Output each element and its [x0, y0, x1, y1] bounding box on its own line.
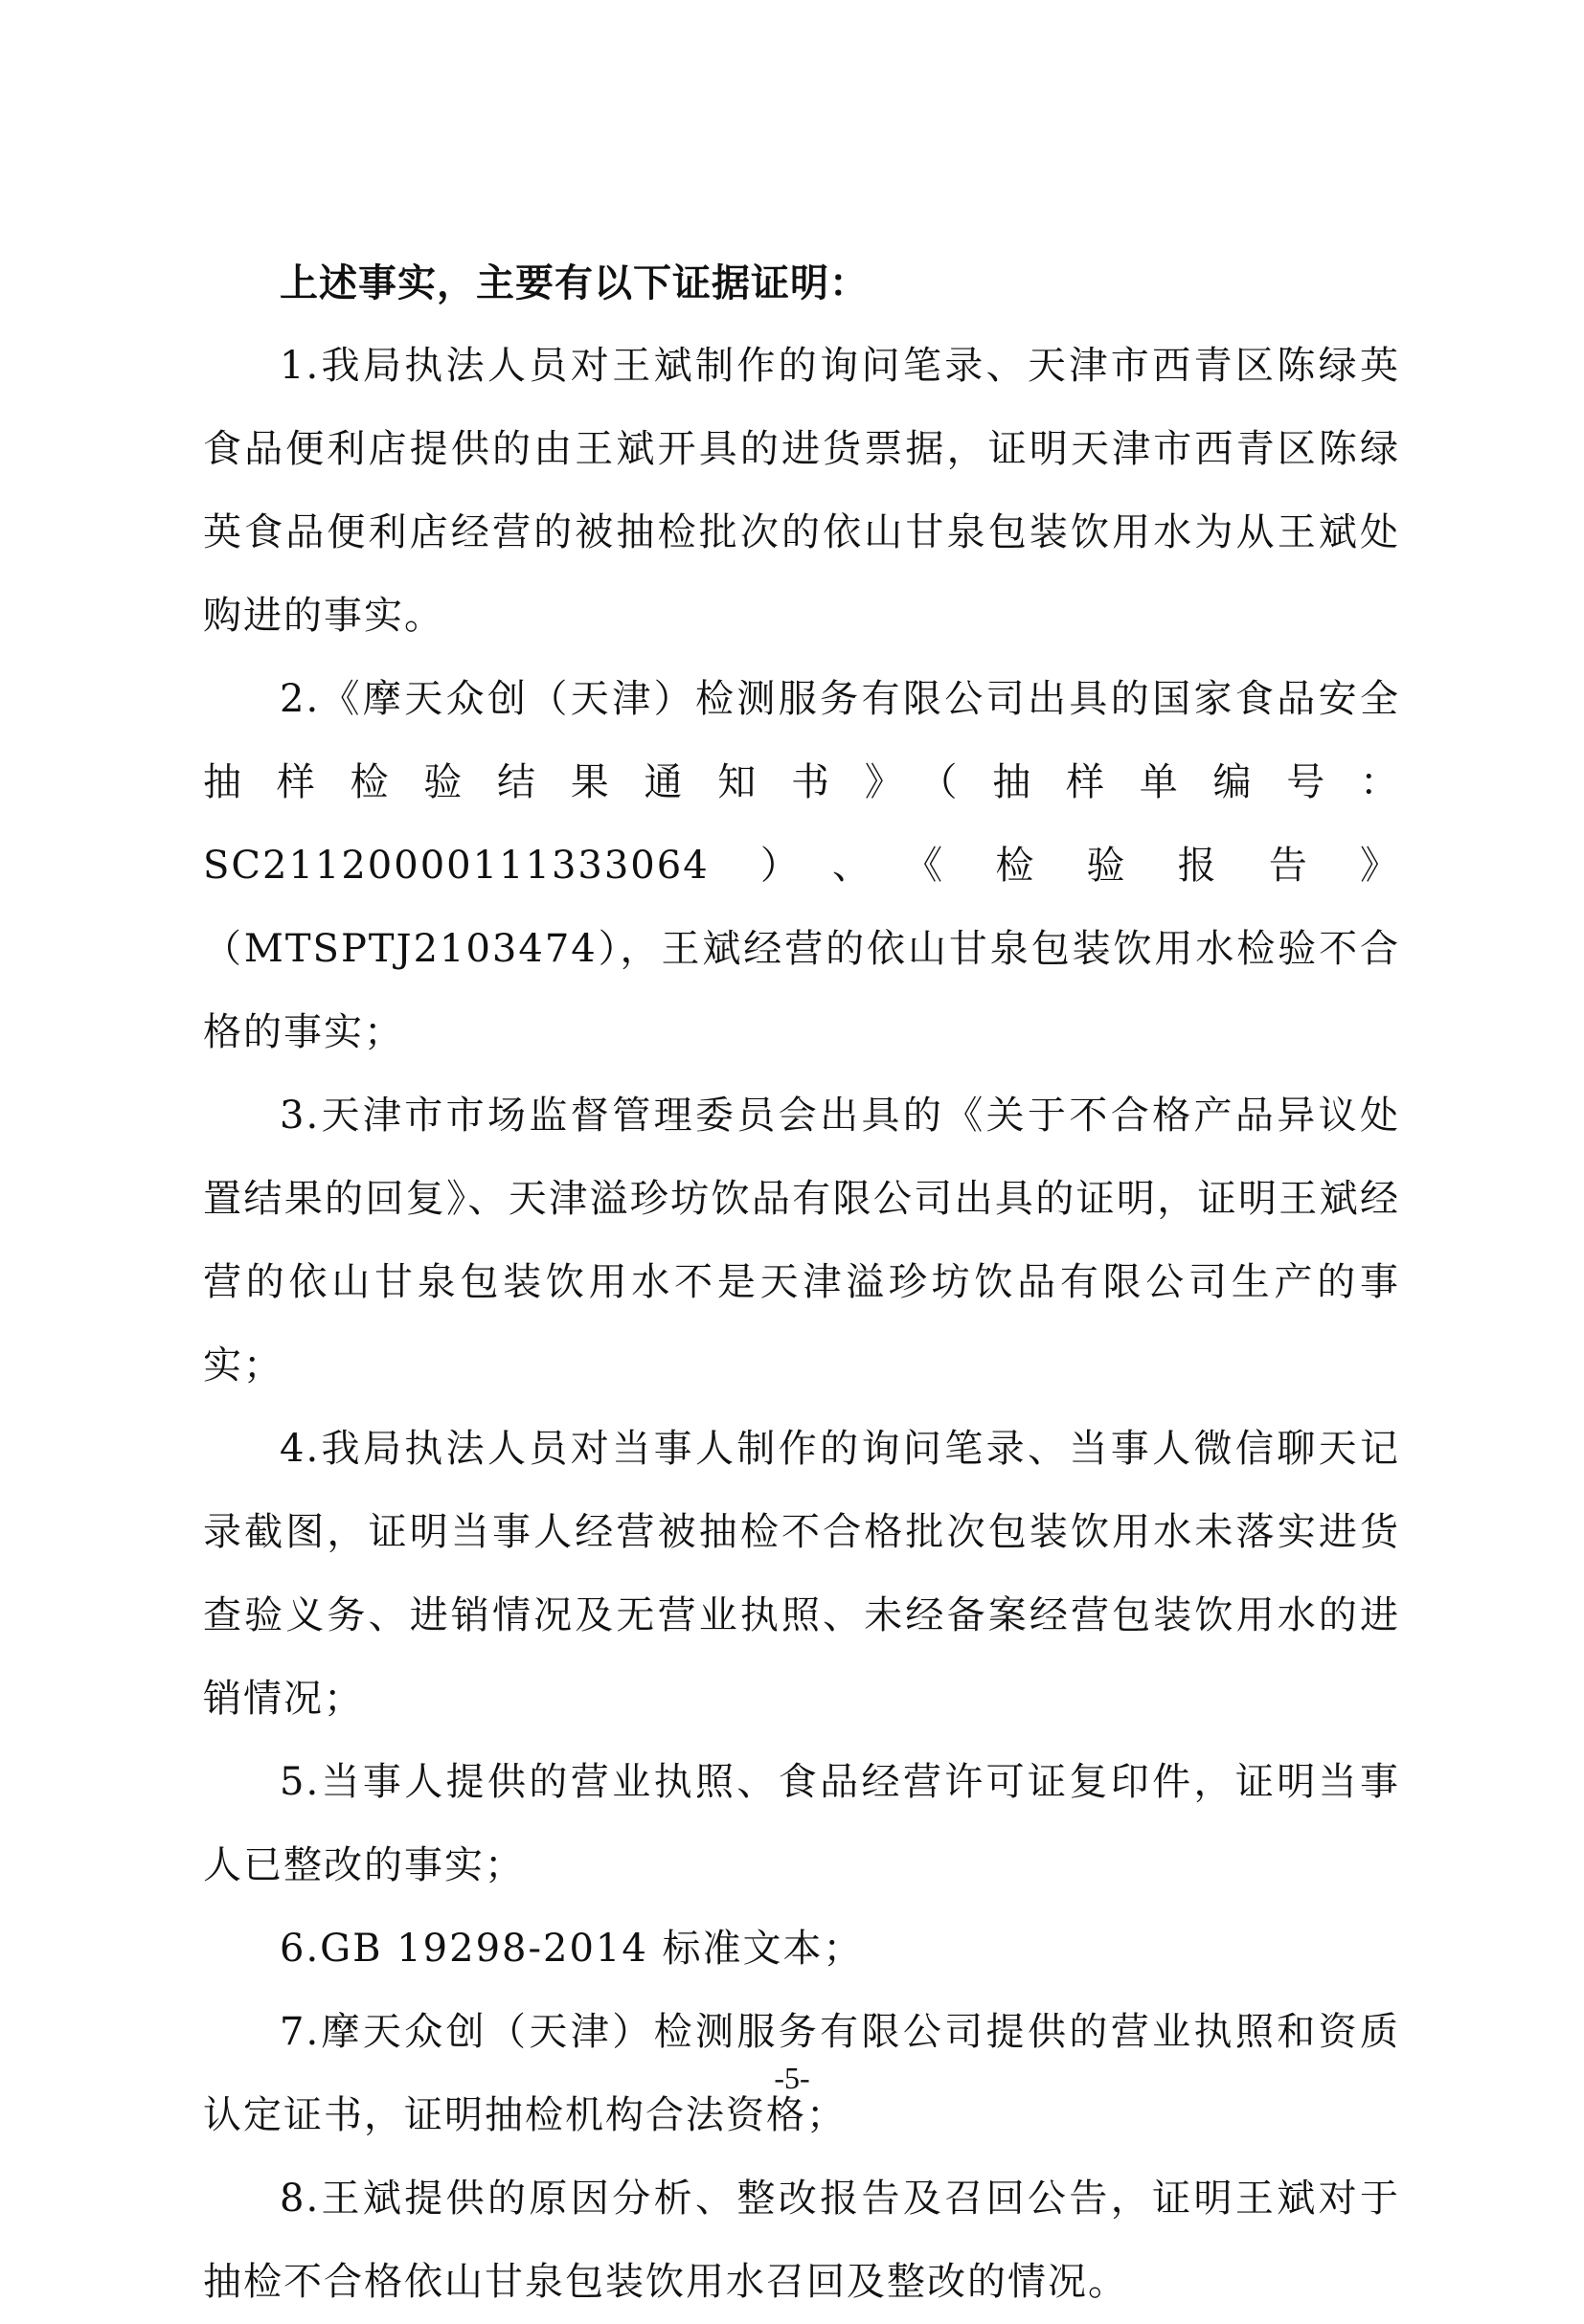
evidence-item-6: 6.GB 19298-2014 标准文本； — [280, 1927, 864, 1971]
evidence-item-5: 5.当事人提供的营业执照、食品经营许可证复印件，证明当事人已整改的事实； — [203, 1760, 1400, 1887]
evidence-item-4: 4.我局执法人员对当事人制作的询问笔录、当事人微信聊天记录截图，证明当事人经营被抽检不合格批次包装饮用水未落实进货查验义务、进销情况及无营业执照、未经备案经营包装饮用水的进销情况； — [203, 1427, 1400, 1721]
page-number: -5- — [774, 2061, 810, 2095]
evidence-item-1: 1.我局执法人员对王斌制作的询问笔录、天津市西青区陈绿英食品便利店提供的由王斌开具的进货票据，证明天津市西青区陈绿英食品便利店经营的被抽检批次的依山甘泉包装饮用水为从王斌处购进的事实。 — [203, 344, 1400, 638]
evidence-item-2: 2.《摩天众创（天津）检测服务有限公司出具的国家食品安全抽样检验结果通知书》（抽样单编号：SC21120000111333064）、《检验报告》（MTSPTJ2103474），王斌经营的依山甘泉包装饮用水检验不合格的事实； — [203, 677, 1400, 1054]
evidence-heading: 上述事实，主要有以下证据证明： — [280, 260, 869, 305]
document-body — [203, 241, 1400, 2324]
evidence-item-3: 3.天津市市场监督管理委员会出具的《关于不合格产品异议处置结果的回复》、天津溢珍坊饮品有限公司出具的证明，证明王斌经营的依山甘泉包装饮用水不是天津溢珍坊饮品有限公司生产的事实； — [203, 1094, 1400, 1388]
evidence-item-8: 8.王斌提供的原因分析、整改报告及召回公告，证明王斌对于抽检不合格依山甘泉包装饮用水召回及整改的情况。 — [203, 2177, 1400, 2304]
evidence-item-7: 7.摩天众创（天津）检测服务有限公司提供的营业执照和资质认定证书，证明抽检机构合法资格； — [203, 2010, 1400, 2137]
